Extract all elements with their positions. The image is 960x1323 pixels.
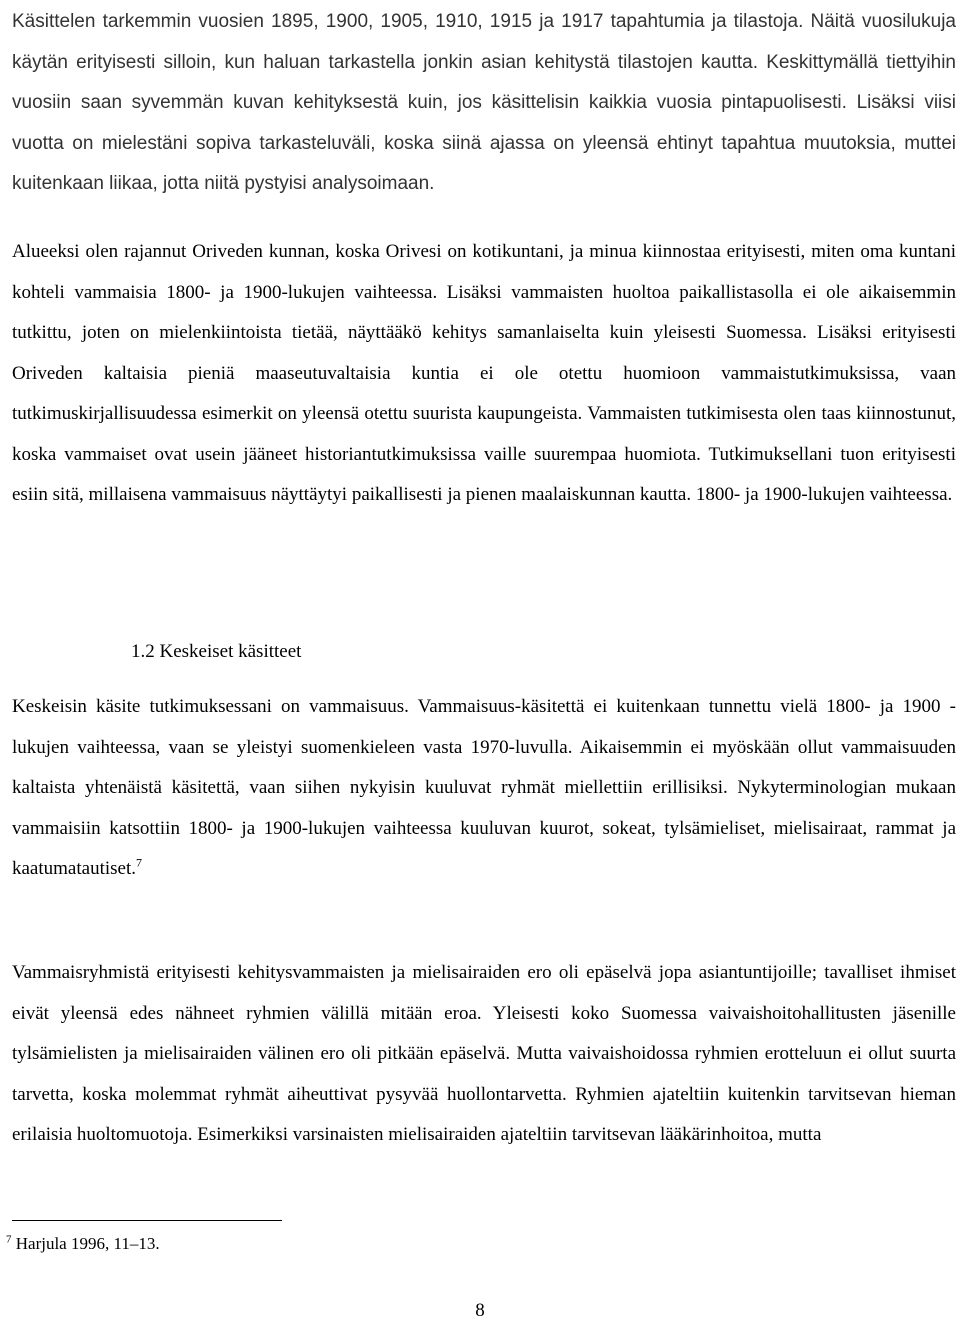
paragraph-disability-groups: Vammaisryhmistä erityisesti kehitysvammaisten ja mielisairaiden ero oli epäselvä jopa asiantuntijoille; tavalliset ihmiset eivät yleensä edes nähneet ryhmien välillä mitään eroa. Yleisesti koko Suomessa vaivaishoitohallitusten jäsenille tylsämielisten ja mielisairaiden välinen ero oli pitkään epäselvä. Mutta vaivaishoidossa ryhmien erotteluun ei ollut suurta tarvetta, koska molemmat ryhmät aiheuttivat pysyvää huollontarvetta. Ryhmien ajateltiin kuitenkin tarvitsevan hieman erilaisia huoltomuotoja. Esimerkiksi varsinaisten mielisairaiden ajateltiin tarvitsevan lääkärinhoitoa, mutta — [12, 962, 956, 1145]
footnote-reference[interactable]: 7 — [135, 855, 142, 870]
footnote-number: 7 — [6, 1233, 12, 1246]
footnote — [6, 1233, 160, 1255]
paragraph-study-years: Käsittelen tarkemmin vuosien 1895, 1900, 1905, 1910, 1915 ja 1917 tapahtumia ja tilastoja. Näitä vuosilukuja käytän erityisesti silloin, kun haluan tarkastella jonkin asian kehitystä tilastojen kautta. Keskittymällä tiettyihin vuosiin saan syvemmän kuvan kehityksestä kuin, jos käsittelisin kaikkia vuosia pintapuolisesti. Lisäksi viisi vuotta on mielestäni sopiva tarkasteluväli, koska siinä ajassa on yleensä ehtinyt tapahtua muutoksia, muttei kuitenkaan liikaa, jotta niitä pystyisi analysoimaan. — [12, 11, 956, 194]
paragraph-key-concepts-text: Keskeisin käsite tutkimuksessani on vammaisuus. Vammaisuus-käsitettä ei kuitenkaan tunnettu vielä 1800- ja 1900 -lukujen vaihteessa, vaan se yleistyi suomenkieleen vasta 1970-luvulla. Aikaisemmin ei myöskään ollut vammaisuuden kaltaista yhtenäistä käsitettä, vaan siihen nykyisin kuuluvat ryhmät miellettiin erillisiksi. Nykyterminologian mukaan vammaisiin katsottiin 1800- ja 1900-lukujen vaihteessa kuuluvan kuurot, sokeat, tylsämieliset, mielisairaat, rammat ja kaatumatautiset. — [12, 696, 956, 879]
page-number: 8 — [475, 1300, 485, 1321]
paragraph-study-area: Alueeksi olen rajannut Oriveden kunnan, koska Orivesi on kotikuntani, ja minua kiinnostaa erityisesti, miten oma kuntani kohteli vammaisia 1800- ja 1900-lukujen vaihteessa. Lisäksi vammaisten huoltoa paikallistasolla ei ole aikaisemmin tutkittu, joten on mielenkiintoista tietää, näyttääkö kehitys samanlaiselta kuin yleisesti Suomessa. Lisäksi erityisesti Oriveden kaltaisia pieniä maaseutuvaltaisia kuntia ei ole otettu huomioon vammaistutkimuksissa, vaan tutkimuskirjallisuudessa esimerkit on yleensä otettu suurista kaupungeista. Vammaisten tutkimisesta olen taas kiinnostunut, koska vammaiset ovat usein jääneet historiantutkimuksissa vaille suurempaa huomiota. Tutkimuksellani tuon erityisesti esiin sitä, millaisena vammaisuus näyttäytyi paikallisesti ja pienen maalaiskunnan kautta. 1800- ja 1900-lukujen vaihteessa. — [12, 241, 956, 505]
footnote-text: Harjula 1996, 11–13. — [15, 1234, 160, 1253]
footnote-divider — [12, 1220, 282, 1221]
section-heading: 1.2 Keskeiset käsitteet — [131, 641, 302, 662]
paragraph-key-concepts — [12, 687, 956, 890]
